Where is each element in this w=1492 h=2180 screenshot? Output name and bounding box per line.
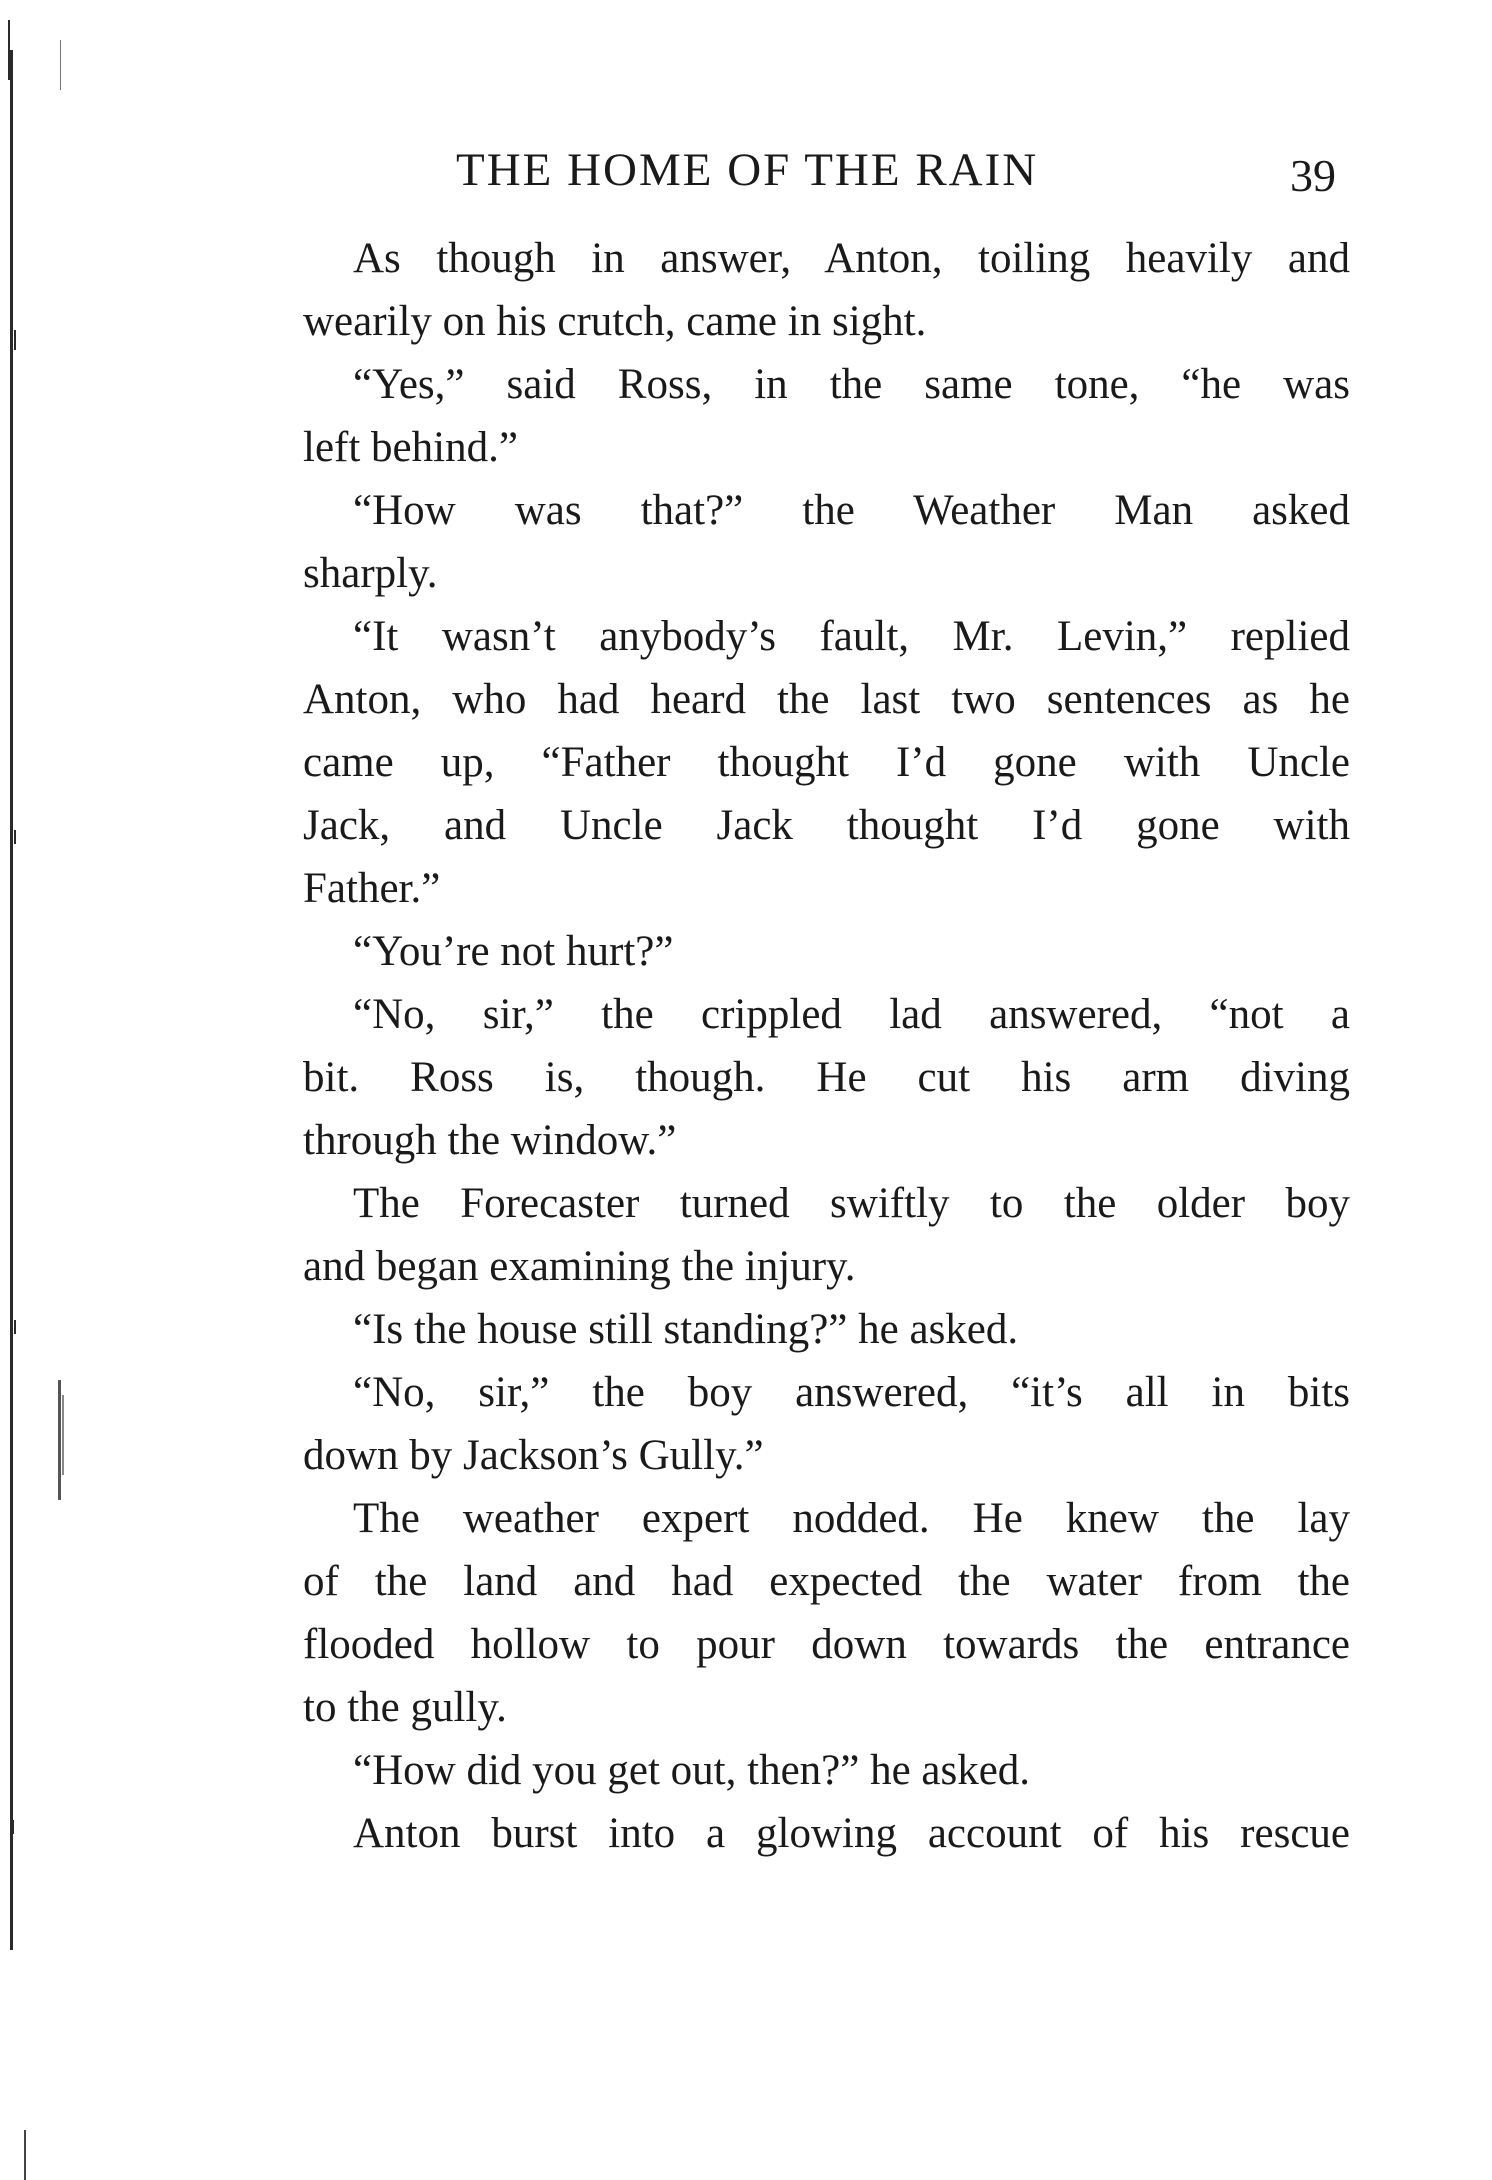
text-line: “How did you get out, then?” he asked. bbox=[353, 1747, 1031, 1794]
text-line: down by Jackson’s Gully.” bbox=[303, 1432, 764, 1479]
text-line: through the window.” bbox=[303, 1117, 677, 1164]
binding-edge-mark bbox=[8, 20, 10, 80]
binding-edge-mark bbox=[58, 1380, 61, 1500]
binding-edge-mark bbox=[14, 830, 16, 844]
binding-edge-mark bbox=[24, 2130, 26, 2180]
text-line: sharply. bbox=[303, 550, 438, 597]
text-line: “It wasn’t anybody’s fault, Mr. Levin,” replied bbox=[353, 613, 1350, 660]
text-line: Anton burst into a glowing account of his rescue bbox=[353, 1810, 1350, 1857]
text-line: bit. Ross is, though. He cut his arm diving bbox=[303, 1054, 1350, 1101]
text-line: The Forecaster turned swiftly to the older boy bbox=[353, 1180, 1350, 1227]
text-line: wearily on his crutch, came in sight. bbox=[303, 298, 927, 345]
text-line: of the land and had expected the water from the bbox=[303, 1558, 1350, 1605]
text-line: Jack, and Uncle Jack thought I’d gone with bbox=[303, 802, 1350, 849]
page-number: 39 bbox=[1290, 150, 1336, 201]
binding-edge-mark bbox=[14, 1320, 16, 1334]
text-line: “No, sir,” the crippled lad answered, “not a bbox=[353, 991, 1350, 1038]
text-line: Anton, who had heard the last two sentences as he bbox=[303, 676, 1350, 723]
text-line: to the gully. bbox=[303, 1684, 507, 1731]
binding-edge-mark bbox=[62, 1395, 64, 1475]
text-line: The weather expert nodded. He knew the lay bbox=[353, 1495, 1350, 1542]
text-line: “Is the house still standing?” he asked. bbox=[353, 1306, 1019, 1353]
binding-edge-mark bbox=[14, 330, 16, 350]
binding-edge-mark bbox=[12, 1820, 14, 1834]
text-line: “You’re not hurt?” bbox=[353, 928, 674, 975]
text-line: and began examining the injury. bbox=[303, 1243, 856, 1290]
text-line: “Yes,” said Ross, in the same tone, “he was bbox=[353, 361, 1350, 408]
running-title: THE HOME OF THE RAIN bbox=[456, 144, 1039, 196]
text-line: Father.” bbox=[303, 865, 441, 912]
text-line: left behind.” bbox=[303, 424, 518, 471]
text-line: “No, sir,” the boy answered, “it’s all in bits bbox=[353, 1369, 1350, 1416]
running-head bbox=[300, 135, 1350, 205]
binding-edge-mark bbox=[60, 40, 61, 90]
binding-edge-shadow bbox=[10, 50, 13, 1950]
text-line: As though in answer, Anton, toiling heavily and bbox=[353, 235, 1350, 282]
body-text bbox=[303, 227, 1350, 1865]
text-line: “How was that?” the Weather Man asked bbox=[353, 487, 1350, 534]
text-line: came up, “Father thought I’d gone with Uncle bbox=[303, 739, 1350, 786]
text-line: flooded hollow to pour down towards the entrance bbox=[303, 1621, 1350, 1668]
